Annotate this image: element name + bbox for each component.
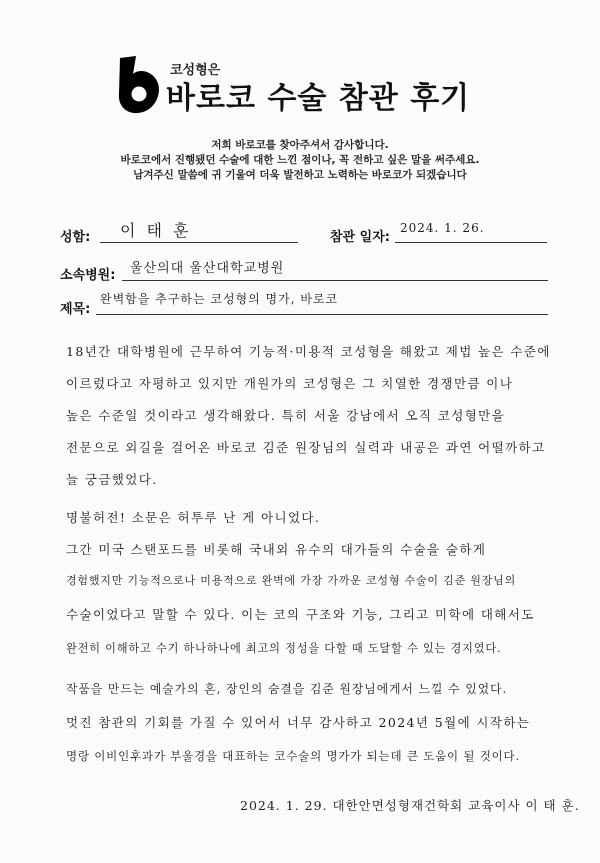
signature: 2024. 1. 29. 대한안면성형재건학회 교육이사 이 태 훈. xyxy=(240,798,580,813)
body-line: 경험했지만 기능적으로나 미용적으로 완벽에 가장 가까운 코성형 수술이 김준 원장님의 xyxy=(66,574,517,587)
body-line: 높은 수준일 것이라고 생각해왔다. 특히 서울 강남에서 오직 코성형만을 xyxy=(66,408,506,423)
body-line: 멋진 참관의 기회를 가질 수 있어서 너무 감사하고 2024년 5월에 시작하는 xyxy=(66,715,531,730)
brand-tagline: 코성형은 xyxy=(170,63,221,78)
body-line: 명불허전! 소문은 허투루 난 게 아니었다. xyxy=(66,510,321,525)
intro-line: 저희 바로코를 찾아주셔서 감사합니다. xyxy=(211,139,389,151)
intro-line: 남겨주신 말씀에 귀 기울여 더욱 발전하고 노력하는 바로코가 되겠습니다 xyxy=(133,169,467,181)
baroco-logo-icon xyxy=(116,54,162,118)
name-label: 성함: xyxy=(60,230,91,245)
intro-text xyxy=(0,138,600,183)
body-line: 완전히 이해하고 수기 하나하나에 최고의 정성을 다할 때 도달할 수 있는 경지였다. xyxy=(66,642,502,655)
subject-label: 제목: xyxy=(60,302,91,317)
intro-line: 바로코에서 진행됐던 수술에 대한 느낀 점이나, 꼭 전하고 싶은 말을 써주세요. xyxy=(120,154,480,166)
body-line: 그간 미국 스탠포드를 비롯해 국내외 유수의 대가들의 수술을 술하게 xyxy=(66,542,487,557)
body-line: 작품을 만드는 예술가의 혼, 장인의 숨결을 김준 원장님에게서 느낄 수 있었다. xyxy=(66,682,508,696)
body-line: 늘 궁금했었다. xyxy=(66,472,158,487)
body-line: 명랑 이비인후과가 부울경을 대표하는 코수술의 명가가 되는데 큰 도움이 될 것이다. xyxy=(66,749,520,763)
name-underline xyxy=(100,242,298,243)
date-value: 2024. 1. 26. xyxy=(400,221,485,235)
hospital-underline xyxy=(122,280,548,281)
page-title: 바로코 수술 참관 후기 xyxy=(166,81,471,116)
name-value: 이 태 훈 xyxy=(120,221,192,240)
date-underline xyxy=(395,242,547,243)
date-label: 참관 일자: xyxy=(330,230,390,245)
body-line: 수술이었다고 말할 수 있다. 이는 코의 구조와 기능, 그리고 미학에 대해서도 xyxy=(66,607,535,622)
body-line: 전문으로 외길을 걸어온 바로코 김준 원장님의 실력과 내공은 과연 어떨까하고 xyxy=(66,440,546,455)
subject-underline xyxy=(96,314,548,315)
hospital-value: 울산의대 울산대학교병원 xyxy=(130,261,285,276)
body-line: 이르렀다고 자평하고 있지만 개원가의 코성형은 그 치열한 경쟁만큼 이나 xyxy=(66,376,514,391)
body-line: 18년간 대학병원에 근무하여 기능적·미용적 코성형을 해왔고 제법 높은 수준에 xyxy=(66,344,551,359)
hospital-label: 소속병원: xyxy=(60,268,116,283)
subject-value: 완벽함을 추구하는 코성형의 명가, 바로코 xyxy=(100,292,339,306)
